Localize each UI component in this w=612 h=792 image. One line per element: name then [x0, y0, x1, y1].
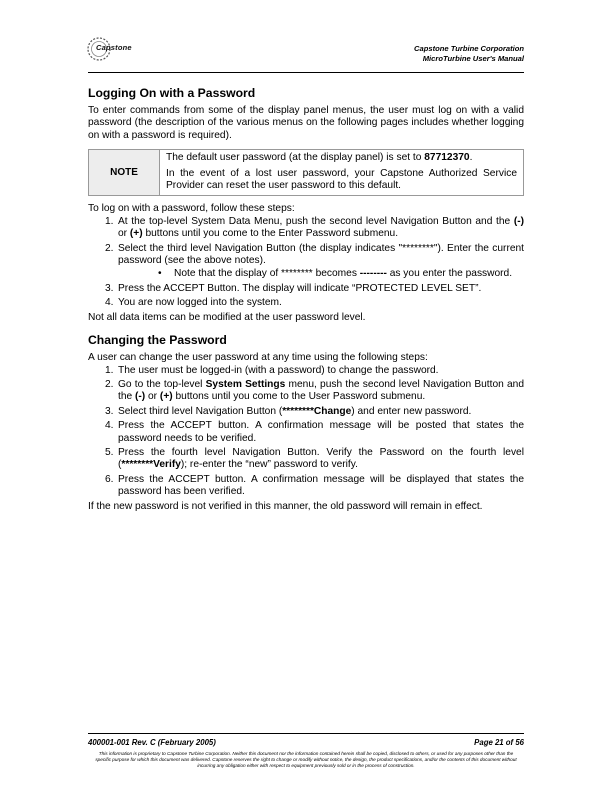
header-right: [414, 44, 524, 64]
note-body: [160, 150, 524, 196]
logon-steps-list: [88, 216, 524, 310]
company-logo: [86, 36, 156, 62]
list-item: 1. The user must be logged-in (with a password) to change the password.: [105, 364, 439, 376]
list-item: 2. Go to the top-level System Settings menu, push the second level Navigation Button and the (-) or (+) buttons until you come to the User Password submenu.: [105, 378, 525, 403]
list-item: 4. You are now logged into the system.: [105, 297, 282, 309]
footer-page-number: Page 21 of 56: [474, 738, 524, 747]
list-item: 3. Press the ACCEPT Button. The display will indicate “PROTECTED LEVEL SET”.: [105, 282, 482, 294]
sub-bullet: • Note that the display of ******** becomes -------- as you enter the password.: [158, 268, 513, 280]
footer-doc-id: 400001-001 Rev. C (February 2005): [88, 738, 216, 747]
default-password: 87712370: [424, 152, 470, 164]
logo-text: Capstone: [96, 43, 132, 52]
note-label: NOTE: [89, 150, 160, 196]
footer-divider: [88, 733, 524, 734]
header-company: Capstone Turbine Corporation: [414, 44, 524, 53]
change-password-steps-list: [88, 365, 524, 499]
section-title-logging-on: Logging On with a Password: [88, 86, 256, 100]
section2-intro: A user can change the user password at any time using the following steps:: [88, 352, 428, 364]
header-manual: MicroTurbine User's Manual: [422, 54, 524, 63]
section1-closing: Not all data items can be modified at the user password level.: [88, 311, 366, 323]
list-item: 2. Select the third level Navigation Button (the display indicates "********"). Enter the current password (see the above notes). • Note that the display of ******** becomes -------- as you enter the password.: [105, 242, 524, 280]
section-title-changing-password: Changing the Password: [88, 333, 227, 348]
steps-intro: To log on with a password, follow these steps:: [88, 203, 295, 215]
list-item: 3. Select third level Navigation Button (********Change) and enter new password.: [105, 405, 472, 417]
note-line-2: In the event of a lost user password, your Capstone Authorized Service Provider can reset the user password to this default.: [166, 167, 517, 192]
page-content: [88, 86, 524, 513]
header-divider: [88, 72, 524, 73]
list-item: 4. Press the ACCEPT button. A confirmation message will be posted that states the password needs to be verified.: [105, 420, 524, 444]
note-box: [88, 149, 524, 196]
list-item: 6. Press the ACCEPT button. A confirmation message will be displayed that states the password has been verified.: [105, 473, 524, 498]
section2-closing: If the new password is not verified in this manner, the old password will remain in effect.: [88, 500, 483, 512]
footer-disclaimer: This information is proprietary to Capstone Turbine Corporation. Neither this document nor the information contained herein shall be copied, disclosed to others, or used for any purposes other than the specific purpose for which this document was delivered. Capstone reserves the right to change or modify without notice, the design, the product specifications, and/or the contents of this document without incurring any obligation either with respect to equipment previously sold or in the process of construction.: [95, 751, 517, 768]
note-line-1: The default user password (at the display panel) is set to 87712370.: [166, 152, 473, 164]
section1-intro: To enter commands from some of the display panel menus, the user must log on with a valid password (the description of the various menus on the following pages includes whether logging on with a password is required).: [88, 105, 524, 141]
list-item: 5. Press the fourth level Navigation Button. Verify the Password on the fourth level (********Verify); re-enter the “new” password to verify.: [105, 446, 524, 471]
list-item: 1. At the top-level System Data Menu, push the second level Navigation Button and the (-) or (+) buttons until you come to the Enter Password submenu.: [105, 215, 524, 240]
